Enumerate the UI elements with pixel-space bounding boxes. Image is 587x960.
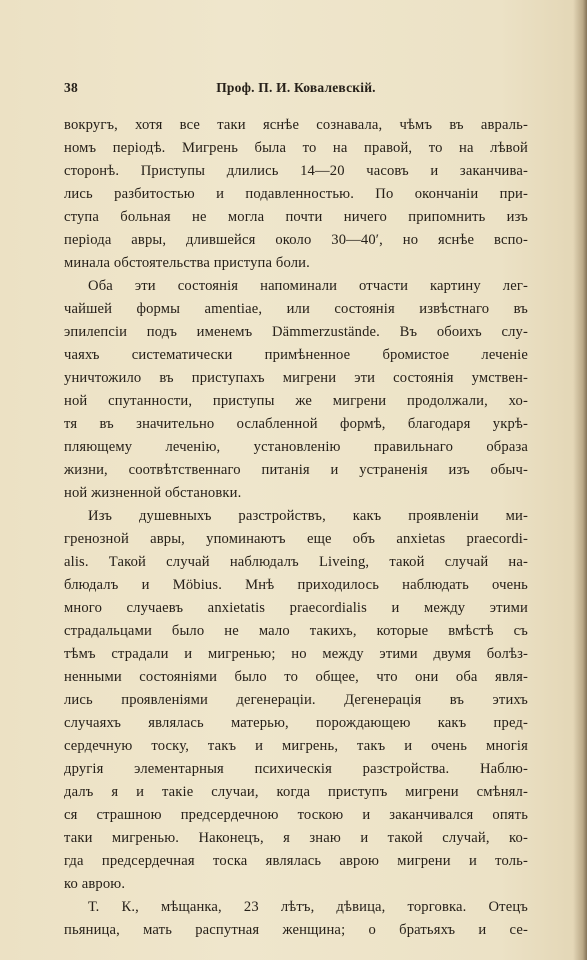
text-line: ся страшною предсердечною тоскою и заканчивался опять <box>64 807 528 823</box>
text-line: ной жизненной обстановки. <box>64 485 242 501</box>
text-line: Оба эти состоянія напоминали отчасти картину лег- <box>88 278 528 294</box>
text-line: тя въ значительно ослабленной формѣ, благодаря укрѣ- <box>64 416 528 432</box>
text-line: сердечную тоску, такъ и мигрень, такъ и очень многія <box>64 738 528 754</box>
text-line: вокругъ, хотя все таки яснѣе сознавала, чѣмъ въ авраль- <box>64 117 528 133</box>
text-line: тѣмъ страдали и мигренью; но между этими двумя болѣз- <box>64 646 528 662</box>
text-line: гда предсердечная тоска являлась аврою мигрени и толь- <box>64 853 528 869</box>
page-number: 38 <box>64 80 78 95</box>
text-line: лись проявленіями дегенераціи. Дегенерація въ этихъ <box>64 692 528 708</box>
text-line: ко аврою. <box>64 876 126 892</box>
text-line: ной спутанности, приступы же мигрени продолжали, хо- <box>64 393 528 409</box>
running-head <box>64 80 528 100</box>
text-line: случаяхъ являлась матерью, порождающею какъ пред- <box>64 715 528 731</box>
text-line: пляющему леченію, установленію правильнаго образа <box>64 439 528 455</box>
running-title: Проф. П. И. Ковалевскій. <box>216 80 376 95</box>
text-line: уничтожило въ приступахъ мигрени эти состоянія умствен- <box>64 370 528 386</box>
text-line: эпилепсіи подъ именемъ Dämmerzustände. Въ обоихъ слу- <box>64 324 528 340</box>
binding-shadow <box>573 0 587 960</box>
text-line: номъ періодѣ. Мигрень была то на правой, то на лѣвой <box>64 140 528 156</box>
text-line: чайшей формы amentiae, или состоянія извѣстнаго въ <box>64 301 528 317</box>
text-line: alis. Такой случай наблюдалъ Liveing, такой случай на- <box>64 554 528 570</box>
text-line: блюдалъ и Möbius. Мнѣ приходилось наблюдать очень <box>64 577 528 593</box>
text-line: періода авры, длившейся около 30—40′, но яснѣе вспо- <box>64 232 528 248</box>
text-line: таки мигренью. Наконецъ, я знаю и такой случай, ко- <box>64 830 528 846</box>
text-line: минала обстоятельства приступа боли. <box>64 255 310 271</box>
text-line: гренозной авры, упоминаютъ еще объ anxietas praecordi- <box>64 531 528 547</box>
text-line: другія элементарныя психическія разстройства. Наблю- <box>64 761 528 777</box>
text-line: сторонѣ. Приступы длились 14—20 часовъ и заканчива- <box>64 163 528 179</box>
text-line: ненными состояніями было то общее, что они оба явля- <box>64 669 528 685</box>
body-text <box>64 114 528 942</box>
text-line: пьяница, мать распутная женщина; о братьяхъ и се- <box>64 922 528 938</box>
text-line: жизни, соотвѣтственнаго питанія и устраненія изъ обыч- <box>64 462 528 478</box>
text-line: лись разбитостью и подавленностью. По окончаніи при- <box>64 186 528 202</box>
text-line: далъ я и такіе случаи, когда приступъ мигрени смѣнял- <box>64 784 528 800</box>
text-line: Изъ душевныхъ разстройствъ, какъ проявленіи ми- <box>88 508 528 524</box>
text-line: чаяхъ систематически примѣненное бромистое леченіе <box>64 347 528 363</box>
text-line: ступа больная не могла почти ничего припомнить изъ <box>64 209 528 225</box>
text-line: много случаевъ anxietatis praecordialis и между этими <box>64 600 528 616</box>
text-line: Т. К., мѣщанка, 23 лѣтъ, дѣвица, торговка. Отецъ <box>88 899 528 915</box>
text-line: страдальцами было не мало такихъ, которые вмѣстѣ съ <box>64 623 528 639</box>
